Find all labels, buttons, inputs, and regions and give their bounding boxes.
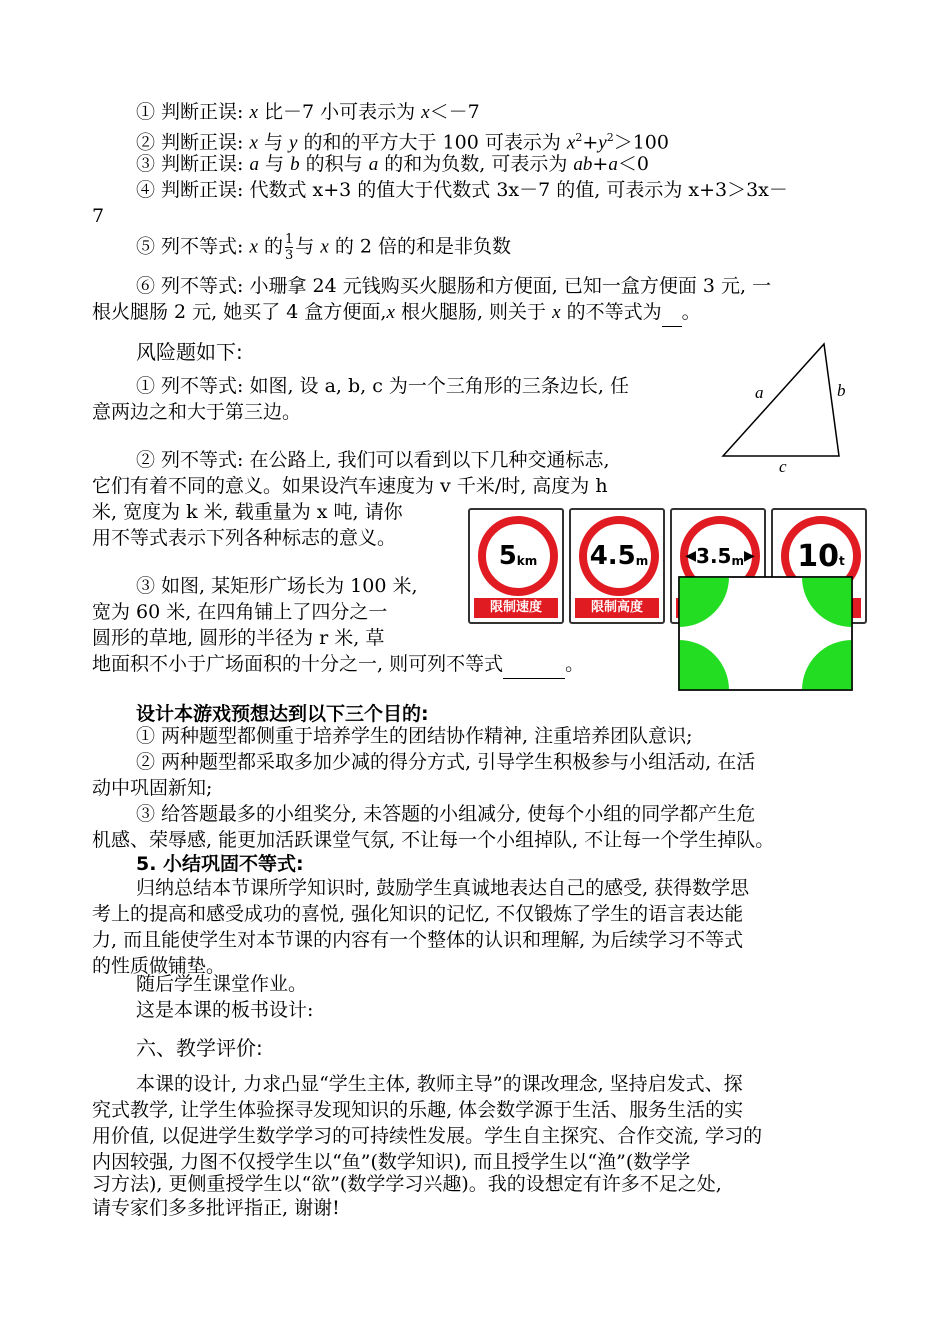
- risk-3-line3: 圆形的草地, 圆形的半径为 r 米, 草: [92, 627, 385, 649]
- goal-2-line1: ② 两种题型都采取多加少减的得分方式, 引导学生积极参与小组活动, 在活: [136, 751, 756, 773]
- evaluation-line1: 本课的设计, 力求凸显“学生主体, 教师主导”的课改理念, 坚持启发式、探: [136, 1073, 743, 1095]
- item-3-text2: 的和为负数, 可表示为: [384, 153, 568, 175]
- one-third-fraction: [285, 232, 293, 263]
- plaza-figure: [678, 576, 854, 692]
- item-5: ⑤ 列不等式: x 的 $\frac{1}{3}$ 与 x 的 2 倍的和是非负数: [136, 232, 511, 263]
- width-sign-icon: ◀ 3.5 m ▶: [680, 516, 760, 596]
- item-2-end: ＞100: [613, 131, 669, 154]
- width-unit: m: [731, 554, 744, 568]
- risk-heading: 风险题如下:: [136, 340, 243, 364]
- item-4-line1: ④ 判断正误: 代数式 x+3 的值大于代数式 3x－7 的值, 可表示为 x+3＞3x－: [136, 179, 788, 201]
- item-6-text3: 的不等式为: [566, 301, 662, 323]
- evaluation-line2: 究式教学, 让学生体验探寻发现知识的乐趣, 体会数学源于生活、服务生活的实: [92, 1099, 744, 1121]
- speed-unit: km: [516, 554, 538, 568]
- evaluation-heading: 六、教学评价:: [136, 1036, 263, 1060]
- evaluation-line3: 用价值, 以促进学生数学学习的可持续性发展。学生自主探究、合作交流, 学习的: [92, 1125, 763, 1147]
- summary-line3: 力, 而且能使学生对本节课的内容有一个整体的认识和理解, 为后续学习不等式: [92, 929, 744, 951]
- item-2-text: 的和的平方大于 100 可表示为: [303, 131, 561, 154]
- item-5-text: 与: [295, 235, 315, 258]
- item-6-line2: 根火腿肠 2 元, 她买了 4 盒方便面,x 根火腿肠, 则关于 x 的不等式为 。: [92, 298, 701, 327]
- risk-2-line2: 它们有着不同的意义。如果设汽车速度为 v 千米/时, 高度为 h: [92, 475, 608, 497]
- summary-line6: 这是本课的板书设计:: [136, 999, 314, 1021]
- speed-label: 限制速度: [474, 598, 558, 618]
- sign-speed-limit: [468, 508, 564, 624]
- summary-line4: 的性质做铺垫。: [92, 955, 226, 977]
- answer-blank: [662, 298, 682, 327]
- risk-3-line2: 宽为 60 米, 在四角铺上了四分之一: [92, 601, 388, 623]
- sign-height-limit: [569, 508, 665, 624]
- item-6-text: 根火腿肠 2 元, 她买了 4 盒方便面,: [92, 301, 387, 323]
- risk-1-line2: 意两边之和大于第三边。: [92, 401, 302, 423]
- triangle-figure: [715, 340, 855, 480]
- summary-line5: 随后学生课堂作业。: [136, 973, 308, 995]
- item-2: ② 判断正误: x 与 y 的和的平方大于 100 可表示为 $x^2+y^2>100$: [136, 131, 669, 154]
- risk-3-line4: [92, 650, 584, 679]
- risk-3-text: 地面积不小于广场面积的十分之一, 则可列不等式: [92, 653, 504, 675]
- goal-2-line2: 动中巩固新知;: [92, 777, 213, 799]
- risk-2-line3: 米, 宽度为 k 米, 载重量为 x 吨, 请你: [92, 501, 403, 523]
- item-1-text: 比－7 小可表示为: [263, 101, 416, 123]
- item-3-prefix: ③ 判断正误:: [136, 153, 250, 175]
- goals-heading: 设计本游戏预想达到以下三个目的:: [136, 703, 429, 725]
- width-value: 3.5: [696, 544, 732, 568]
- risk-3-end: 。: [565, 653, 585, 675]
- height-label: 限制高度: [575, 598, 659, 618]
- risk-3-line1: ③ 如图, 某矩形广场长为 100 米,: [136, 575, 418, 597]
- risk-2-line1: ② 列不等式: 在公路上, 我们可以看到以下几种交通标志,: [136, 449, 610, 471]
- summary-line1: 归纳总结本节课所学知识时, 鼓励学生真诚地表达自己的感受, 获得数学思: [136, 877, 750, 899]
- evaluation-line5: 习方法), 更侧重授学生以“欲”(数学学习兴趣)。我的设想定有许多不足之处,: [92, 1173, 722, 1195]
- fraction-denominator: 3: [284, 248, 294, 263]
- fraction-numerator: 1: [284, 232, 294, 247]
- summary-line2: 考上的提高和感受成功的喜悦, 强化知识的记忆, 不仅锻炼了学生的语言表达能: [92, 903, 744, 925]
- item-6-line1: ⑥ 列不等式: 小珊拿 24 元钱购买火腿肠和方便面, 已知一盒方便面 3 元, 一: [136, 275, 772, 297]
- item-2-mid: 与: [263, 131, 283, 154]
- height-value: 4.5: [589, 541, 636, 571]
- evaluation-line4: 内因较强, 力图不仅授学生以“鱼”(数学知识), 而且授学生以“渔”(数学学: [92, 1151, 691, 1173]
- weight-value: 10: [797, 538, 839, 574]
- answer-blank-2: [503, 650, 565, 679]
- speed-value: 5: [498, 541, 517, 571]
- side-a-label: a: [755, 383, 764, 402]
- risk-2-line4: 用不等式表示下列各种标志的意义。: [92, 527, 397, 549]
- height-sign-icon: [579, 516, 659, 596]
- triangle-shape: [723, 344, 839, 456]
- item-6-text2: 根火腿肠, 则关于: [400, 301, 547, 323]
- item-3-end: ＜0: [617, 153, 649, 175]
- height-unit: m: [635, 554, 649, 568]
- item-1-prefix: ① 判断正误:: [136, 101, 250, 123]
- side-b-label: b: [837, 381, 846, 400]
- goal-3-line2: 机感、荣辱感, 能更加活跃课堂气氛, 不让每一个小组掉队, 不让每一个学生掉队。: [92, 829, 775, 851]
- side-c-label: c: [779, 457, 787, 476]
- item-2-prefix: ② 判断正误:: [136, 131, 250, 154]
- goal-3-line1: ③ 给答题最多的小组奖分, 未答题的小组减分, 使每个小组的同学都产生危: [136, 803, 756, 825]
- summary-heading: 5. 小结巩固不等式:: [136, 853, 304, 875]
- item-1: ① 判断正误: x 比－7 小可表示为 x＜－7: [136, 101, 480, 123]
- item-5-mid: 的: [263, 235, 283, 258]
- item-6-end: 。: [681, 301, 701, 323]
- goal-1: ① 两种题型都侧重于培养学生的团结协作精神, 注重培养团队意识;: [136, 725, 693, 747]
- item-4-line2: 7: [92, 205, 105, 227]
- item-3-mid: 与: [265, 153, 285, 175]
- item-5-end: 的 2 倍的和是非负数: [334, 235, 511, 258]
- item-3: ③ 判断正误: a 与 b 的积与 a 的和为负数, 可表示为 ab+a＜0: [136, 153, 649, 175]
- weight-unit: t: [839, 554, 845, 568]
- item-1-end: ＜－7: [429, 101, 480, 123]
- item-3-text: 的积与: [305, 153, 363, 175]
- risk-1-line1: ① 列不等式: 如图, 设 a, b, c 为一个三角形的三条边长, 任: [136, 375, 630, 397]
- speed-sign-icon: [478, 516, 558, 596]
- item-5-prefix: ⑤ 列不等式:: [136, 235, 250, 258]
- evaluation-line6: 请专家们多多批评指正, 谢谢!: [92, 1197, 340, 1219]
